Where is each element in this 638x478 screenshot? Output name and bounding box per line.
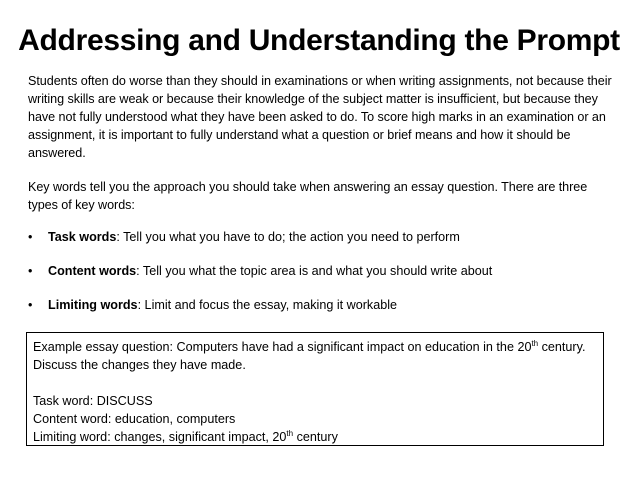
bullet-icon: • [28,264,33,278]
example-question-line2: Discuss the changes they have made. [33,358,246,372]
key-word-list [28,228,618,330]
list-item [28,296,618,314]
bullet-icon: • [28,298,33,312]
key-words-paragraph: Key words tell you the approach you should take when answering an essay question. There are three types of key words: [28,180,588,212]
bullet-term: Content words [48,264,137,278]
list-item [28,228,618,246]
example-limiting-word: Limiting word: changes, significant impact, 20th century [33,428,338,444]
page-title: Addressing and Understanding the Prompt [18,24,620,57]
list-item [28,262,618,280]
example-box [26,332,604,446]
bullet-icon: • [28,230,33,244]
intro-paragraph: Students often do worse than they should in examinations or when writing assignments, not because their writing skills are weak or because their knowledge of the subject matter is insufficient, but because they have not fully understood what they have been asked to do. To score high marks in an examination or an assignment, it is important to fully understand what a question or brief means and how it should be answered. [28,74,612,160]
bullet-description: : Limit and focus the essay, making it workable [137,298,398,312]
bullet-description: : Tell you what you have to do; the action you need to perform [116,230,460,244]
bullet-description: : Tell you what the topic area is and what you should write about [136,264,493,278]
example-task-word: Task word: DISCUSS [33,394,153,408]
example-content-word: Content word: education, computers [33,412,236,426]
spacer [33,374,597,392]
bullet-term: Task words [48,230,117,244]
example-question: Example essay question: Computers have had a significant impact on education in the 20th century. [33,338,586,354]
bullet-term: Limiting words [48,298,138,312]
